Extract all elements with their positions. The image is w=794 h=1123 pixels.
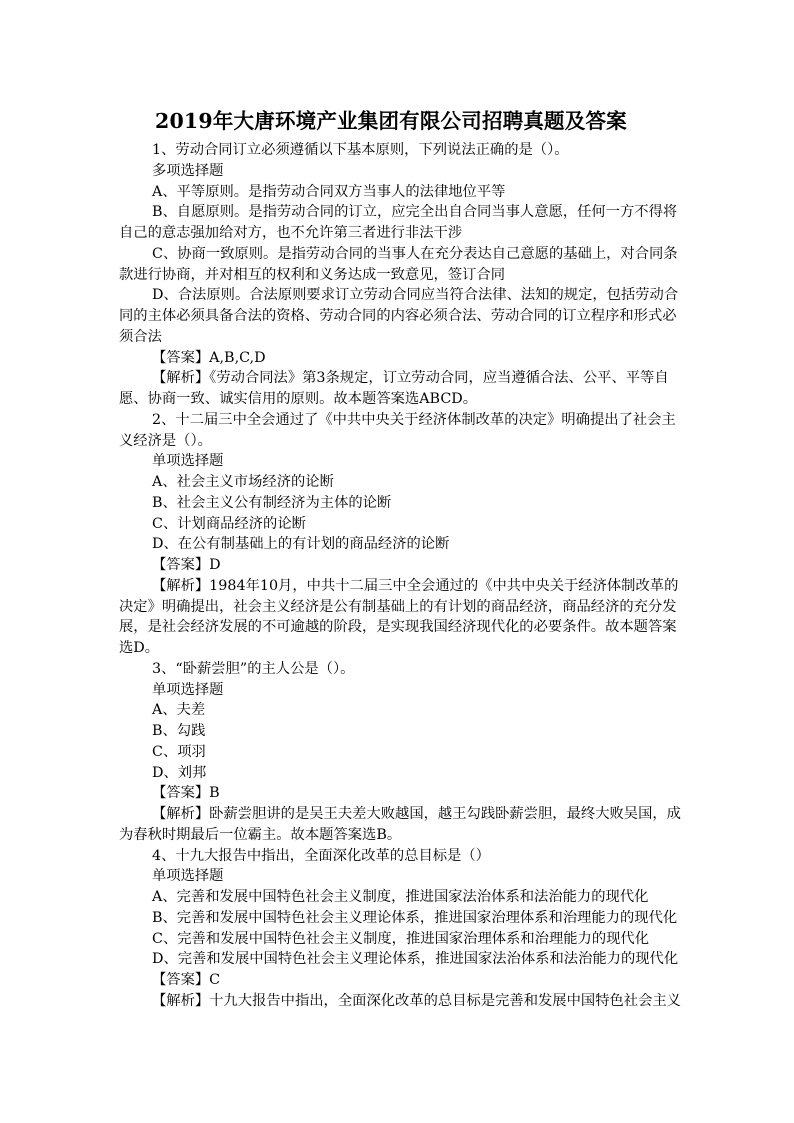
paragraph	[119, 493, 679, 514]
paragraph	[119, 763, 679, 784]
text-line: 自己的意志强加给对方，也不允许第三者进行非法干涉	[119, 225, 463, 241]
paragraph	[119, 680, 679, 701]
text-line: 2、十二届三中全会通过了《中共中央关于经济体制改革的决定》明确提出了社会主	[152, 411, 676, 428]
text-line: D、刘邦	[152, 764, 207, 781]
paragraph	[119, 285, 679, 347]
text-line: B、自愿原则。是指劳动合同的订立，应完全出自合同当事人意愿，任何一方不得将	[152, 204, 678, 221]
text-line: 【答案】C	[152, 972, 221, 988]
paragraph	[119, 866, 679, 887]
paragraph	[119, 949, 679, 970]
text-line: A、夫差	[152, 702, 206, 719]
paragraph	[119, 929, 679, 950]
text-line: 【答案】D	[152, 557, 221, 573]
paragraph	[119, 202, 679, 244]
text-line: D、在公有制基础上的有计划的商品经济的论断	[152, 536, 450, 553]
text-line: B、社会主义公有制经济为主体的论断	[152, 494, 392, 511]
text-line: 单项选择题	[152, 681, 224, 698]
text-line: 展，是社会经济发展的不可逾越的阶段，是实现我国经济现代化的必要条件。故本题答案	[119, 619, 677, 636]
paragraph	[119, 368, 679, 410]
text-line: 单项选择题	[152, 453, 224, 470]
text-line: A、平等原则。是指劳动合同双方当事人的法律地位平等	[152, 183, 506, 200]
text-line: 【答案】B	[152, 785, 220, 802]
text-line: 3、“卧薪尝胆”的主人公是（）。	[152, 660, 355, 677]
text-line: D、合法原则。合法原则要求订立劳动合同应当符合法律、法知的规定，包括劳动合	[152, 287, 679, 304]
text-line: C、完善和发展中国特色社会主义制度，推进国家治理体系和治理能力的现代化	[152, 930, 650, 947]
paragraph	[119, 991, 679, 1012]
paragraph	[119, 783, 679, 804]
text-line: B、完善和发展中国特色社会主义理论体系，推进国家治理体系和治理能力的现代化	[152, 909, 678, 926]
paragraph	[119, 555, 679, 576]
text-line: 选D。	[119, 640, 160, 656]
document-body	[119, 140, 679, 1012]
paragraph	[119, 140, 679, 161]
text-line: 【解析】十九大报告中指出，全面深化改革的总目标是完善和发展中国特色社会主义	[152, 992, 681, 1009]
text-line: 多项选择题	[152, 162, 224, 179]
text-line: B、勾践	[152, 723, 206, 739]
paragraph	[119, 514, 679, 535]
text-line: D、完善和发展中国特色社会主义理论体系，推进国家法治体系和法治能力的现代化	[152, 951, 679, 968]
paragraph	[119, 742, 679, 763]
text-line: C、项羽	[152, 743, 206, 760]
text-line: 【解析】1984年10月，中共十二届三中全会通过的《中共中央关于经济体制改革的	[152, 577, 679, 594]
text-line: 单项选择题	[152, 868, 224, 885]
text-line: 义经济是（）。	[119, 432, 212, 449]
text-line: 款进行协商，并对相互的权利和义务达成一致意见，签订合同	[119, 266, 506, 283]
paragraph	[119, 721, 679, 742]
paragraph	[119, 472, 679, 493]
paragraph	[119, 244, 679, 286]
text-line: 愿、协商一致、诚实信用的原则。故本题答案选ABCD。	[119, 391, 478, 407]
text-line: A、社会主义市场经济的论断	[152, 474, 334, 490]
paragraph	[119, 534, 679, 555]
paragraph	[119, 576, 679, 659]
text-line: 【答案】A,B,C,D	[152, 349, 266, 366]
text-line: 决定》明确提出，社会主义经济是公有制基础上的有计划的商品经济，商品经济的充分发	[119, 598, 677, 615]
paragraph	[119, 846, 679, 867]
text-line: 同的主体必须具备合法的资格、劳动合同的内容必须合法、劳动合同的订立程序和形式必	[119, 308, 677, 324]
paragraph	[119, 804, 679, 846]
paragraph	[119, 161, 679, 182]
paragraph	[119, 700, 679, 721]
paragraph	[119, 659, 679, 680]
paragraph	[119, 348, 679, 369]
paragraph	[119, 970, 679, 991]
paragraph	[119, 410, 679, 452]
paragraph	[119, 451, 679, 472]
text-line: 【解析】卧薪尝胆讲的是吴王夫差大败越国，越王勾践卧薪尝胆，最终大败吴国，成	[152, 806, 681, 822]
text-line: 4、十九大报告中指出，全面深化改革的总目标是（）	[152, 847, 490, 864]
text-line: C、协商一致原则。是指劳动合同的当事人在充分表达自己意愿的基础上，对合同条	[152, 245, 678, 262]
paragraph	[119, 887, 679, 908]
text-line: 须合法	[119, 328, 162, 345]
paragraph	[119, 182, 679, 203]
text-line: C、计划商品经济的论断	[152, 515, 306, 532]
text-line: A、完善和发展中国特色社会主义制度，推进国家法治体系和法治能力的现代化	[152, 889, 649, 905]
text-line: 1、劳动合同订立必须遵循以下基本原则，下列说法正确的是（）。	[152, 142, 569, 158]
text-line: 【解析】《劳动合同法》第3条规定，订立劳动合同，应当遵循合法、公平、平等自	[152, 370, 669, 387]
document-title: 2019年大唐环境产业集团有限公司招聘真题及答案	[155, 109, 627, 133]
paragraph	[119, 908, 679, 929]
text-line: 为春秋时期最后一位霸主。故本题答案选B。	[119, 826, 402, 843]
